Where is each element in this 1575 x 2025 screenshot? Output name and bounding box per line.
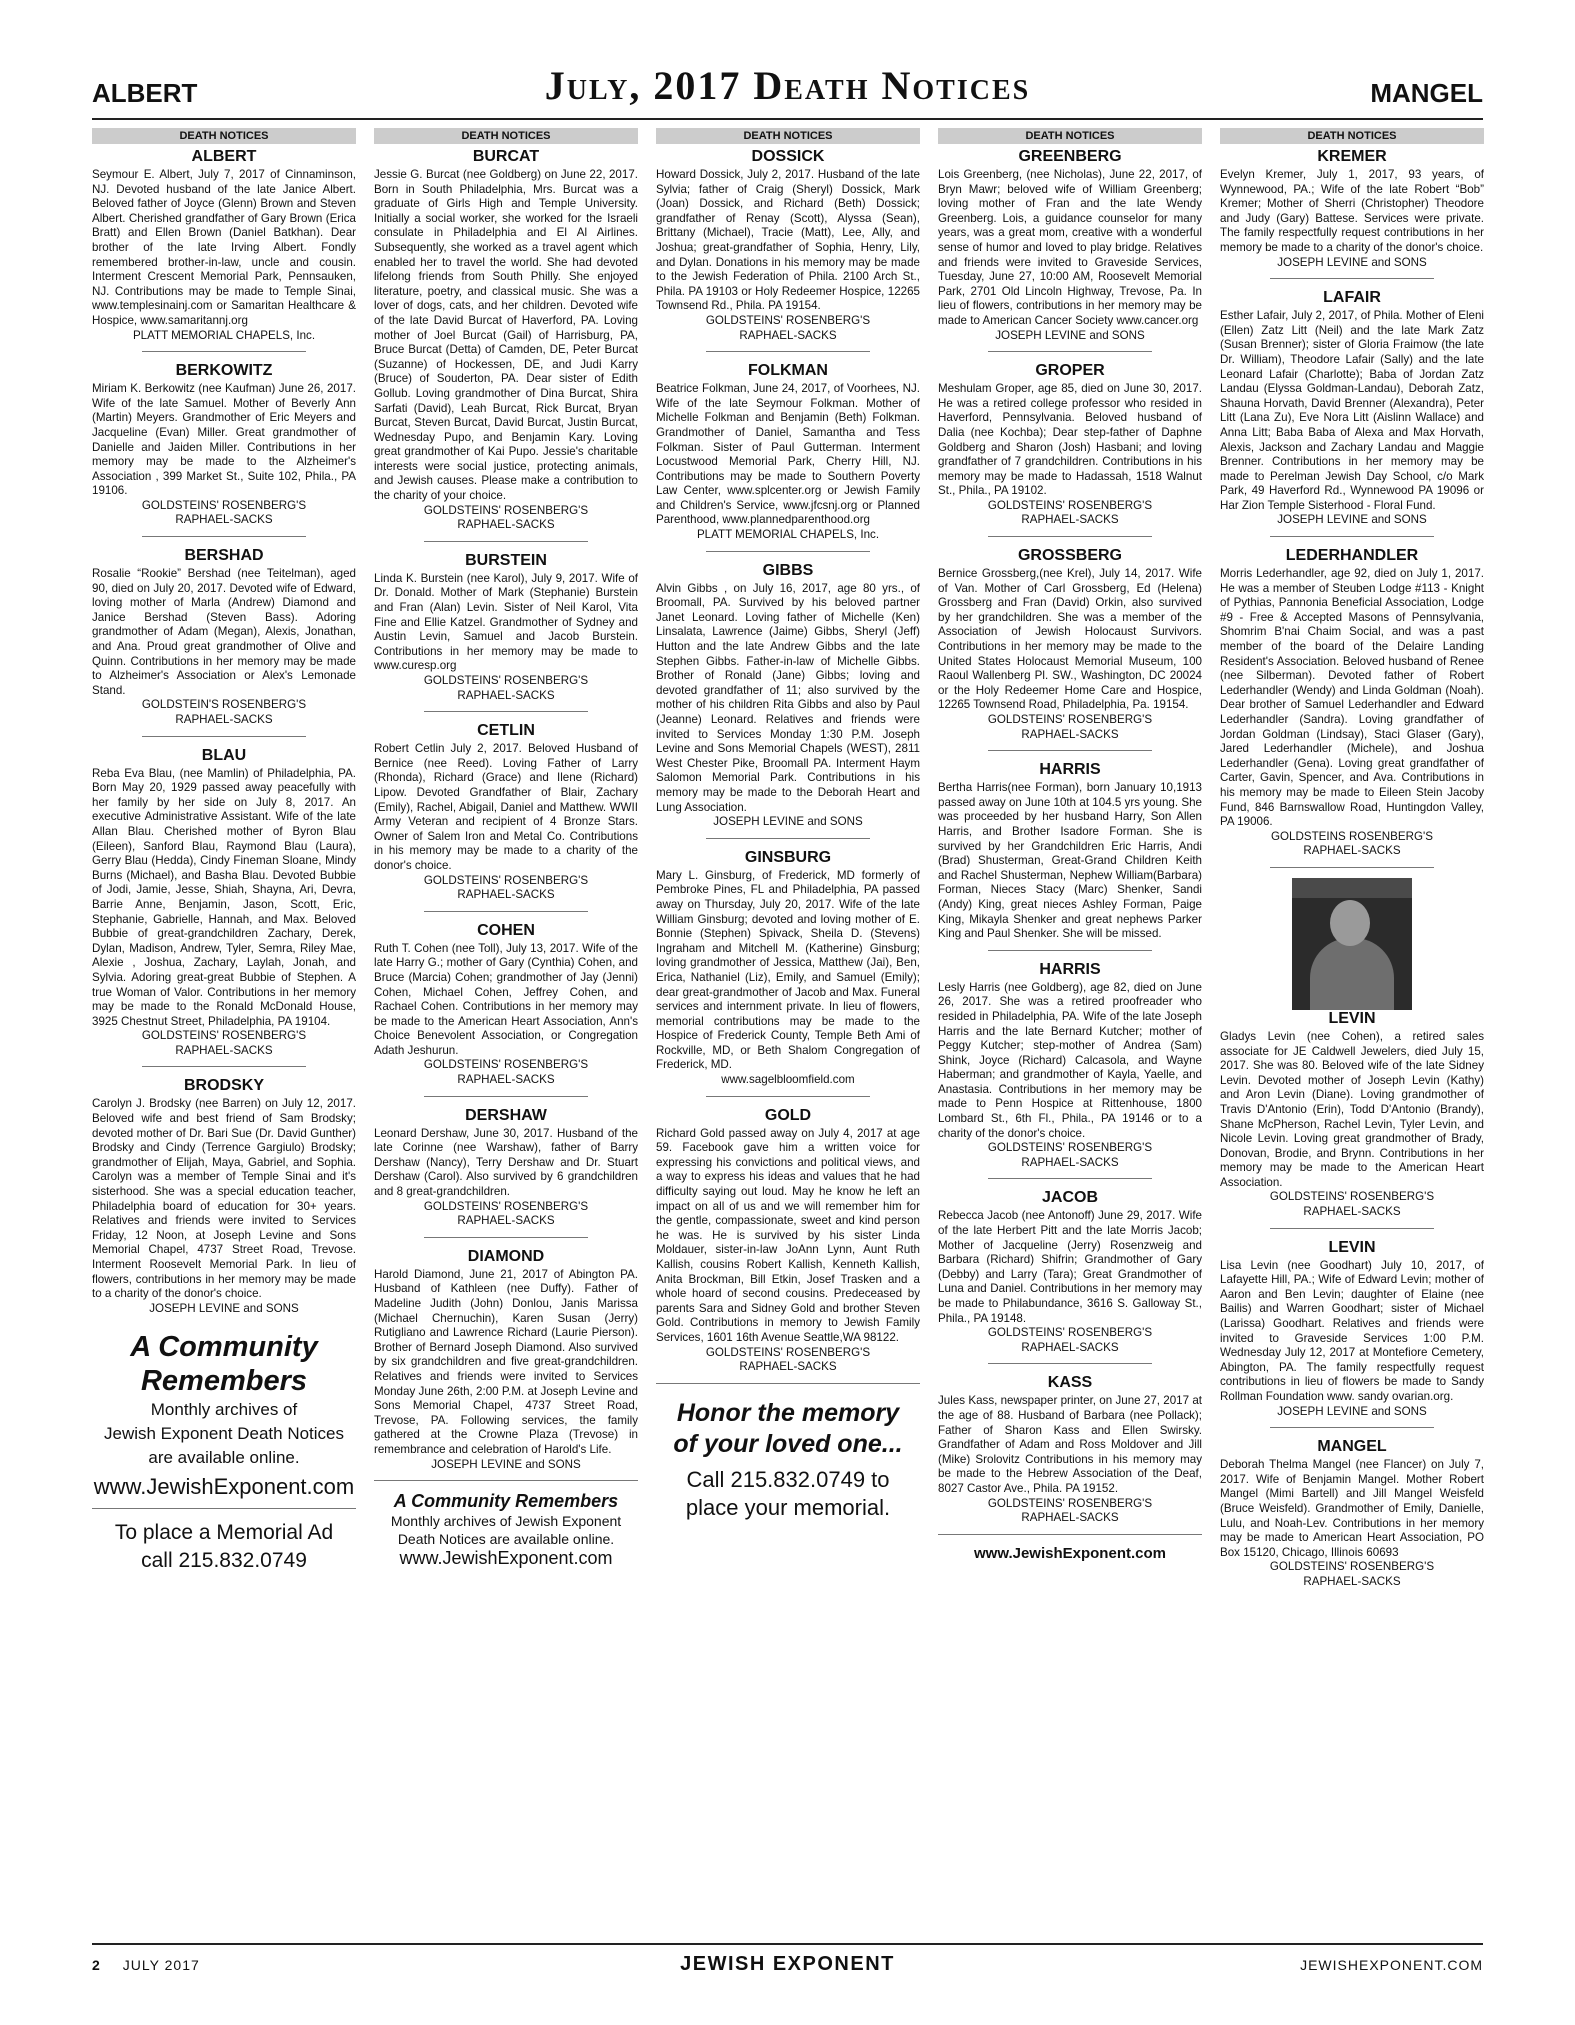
funeral-home: JOSEPH LEVINE and SONS [713,815,863,829]
notice-name: JACOB [1041,1189,1098,1207]
column-1 [92,128,356,1575]
header-left-name: ALBERT [92,78,198,108]
column-heading: DEATH NOTICES [1220,128,1484,144]
funeral-home: JOSEPH LEVINE and SONS [1277,255,1427,269]
community-remembers-promo-small [374,1491,638,1569]
funeral-home-2: RAPHAEL-SACKS [1021,513,1119,527]
notice-body: Carolyn J. Brodsky (nee Barren) on July 12, 2017. Beloved wife and best friend of Sam Brodsky; devoted mother of Dr. Bari Sue (Dr. David Gunther) Brodsky and Cindy (Terrence Gargiulo) Brodsky; grandmother of Elijah, Maya, Gabriel, and Sophia. Carolyn was a member of Temple Sinai and it's sisterhood. She was a special education teacher, Philadelphia board of education for 30+ years. Relatives and friends were invited to Services Friday, 12 Noon, at Joseph Levine and Sons Memorial Chapel, 4737 Street Road, Trevose. Interment Roosevelt Memorial Park. In lieu of flowers, contributions in her memory may be made to a charity of the donor's choice. [92,1097,356,1301]
notice-body: Jules Kass, newspaper printer, on June 27, 2017 at the age of 88. Husband of Barbara (nee Pollack); Father of Sharon Kass and Ellen Swirsky. Grandfather of Adam and Ross Moldover and Jill (Mike) Srolovitz Contributions in his memory may be made to the Hebrew Association of the Deaf, 8027 Castor Ave., Phila. PA 19152. [938,1394,1202,1495]
column-heading: DEATH NOTICES [374,128,638,144]
notice-cohen [374,922,638,1088]
notice-name: LEVIN [1328,1238,1376,1256]
funeral-home: JOSEPH LEVINE and SONS [431,1457,581,1471]
notice-groper [938,362,1202,528]
notice-burstein [374,552,638,703]
notice-name: DOSSICK [751,148,825,165]
notice-body: Alvin Gibbs , on July 16, 2017, age 80 yrs., of Broomall, PA. Survived by his beloved partner Janet Leonard. Loving father of Michelle (Ken) Linsalata, Lawrence (Jaime) Gibbs, Sheryl (Jeff) Hutton and the late Andrew Gibbs and the late Stephen Gibbs. Father-in-law of Michelle Gibbs. Brother of Ronald (Jane) Gibbs; loving and devoted grandfather of 11; also survived by the mother of his children Rita Gibbs and also by Paul (Jeanne) Leonard. Relatives and friends were invited to Services Monday 1:30 P.M. Joseph Levine and Sons Memorial Chapels (WEST), 2811 West Chester Pike, Broomall PA. Interment Haym Salomon Memorial Park. Contributions in his memory may be made to the Deborah Heart and Lung Association. [656,581,920,814]
notice-name: KASS [1047,1374,1093,1392]
funeral-home: JOSEPH LEVINE and SONS [149,1301,299,1315]
notice-name: GROSSBERG [1017,547,1122,565]
column-4 [938,128,1202,1562]
notice-body: Beatrice Folkman, June 24, 2017, of Voorhees, NJ. Wife of the late Seymour Folkman. Mother of Michelle Folkman and Benjamin (Beth) Folkman. Grandmother of Daniel, Samantha and Tess Folkman. Sister of Paul Gutterman. Interment Locustwood Memorial Park, Cherry Hill, NJ. Contributions may be made to Southern Poverty Law Center, www.splcenter.org or Jewish Family and Children's Service, www.jfcsnj.org or Planned Parenthood, www.plannedparenthood.org [656,382,920,527]
funeral-home-2: RAPHAEL-SACKS [1021,1511,1119,1525]
funeral-home: JOSEPH LEVINE and SONS [1277,513,1427,527]
promo-website-link[interactable]: www.JewishExponent.com [93,1474,355,1500]
funeral-home: GOLDSTEINS' ROSENBERG'S [987,498,1153,512]
funeral-home: GOLDSTEINS' ROSENBERG'S [987,1496,1153,1510]
notice-greenberg [938,148,1202,343]
notice-name: BRODSKY [183,1077,264,1095]
notice-body: Lisa Levin (nee Goodhart) July 10, 2017, of Lafayette Hill, PA.; Wife of Edward Levin; mother of Aaron and Ben Levin; daughter of Elaine (nee Bailis) and Warren Goodhart; sister of Michael (Larissa) Goodhart. Relatives and friends were invited to Graveside Services 1:00 P.M. Wednesday July 12, 2017 at Montefiore Cemetery, Abington, PA. The family respectfully request contributions in lieu of flowers be made to Sandy Rollman Foundation www. sandy ovarian.org. [1220,1258,1484,1403]
promo-text-2: Jewish Exponent Death Notices [103,1424,345,1444]
notice-dossick [656,148,920,343]
funeral-home: GOLDSTEINS' ROSENBERG'S [423,873,589,887]
notice-body: Deborah Thelma Mangel (nee Flancer) on July 7, 2017. Wife of Benjamin Mangel. Mother Robert Mangel (Mimi Bartell) and Jill Mangel Weisfeld (Bruce Weisfeld). Grandmother of Emily, Danielle, Lulu, and Noah-Lev. Contributions in her memory may be made to American Heart Association, PO Box 15120, Chicago, Illinois 60693 [1220,1458,1484,1559]
notice-name: LEVIN [1328,1009,1376,1027]
funeral-home-link[interactable]: www.sagelbloomfield.com [721,1073,855,1087]
funeral-home-2: RAPHAEL-SACKS [175,513,273,527]
honor-memory-promo [656,1398,920,1522]
notice-name: GOLD [764,1106,812,1124]
funeral-home-2: RAPHAEL-SACKS [457,888,555,902]
notice-body: Harold Diamond, June 21, 2017 of Abington PA. Husband of Kathleen (nee Duffy). Father of Madeline Judith (John) Donlou, Janis Marissa (Michael Chernuchin), Karen Susan (Jerry) Rutigliano and Lawrence Richard (Laurie Pierson). Brother of Bernard Joseph Diamond. Also survived by six grandchildren and five great-grandchildren. Relatives and friends were invited to Services Monday June 26th, 2:00 P.M. at Joseph Levine and Sons Memorial Chapel, 4737 Street Road, Trevose, PA. Following services, the family gathered at the Crowne Plaza (Trevose) in remembrance and celebration of Harold's Life. [374,1267,638,1456]
divider [424,711,588,712]
notice-burcat [374,148,638,533]
notice-body: Gladys Levin (nee Cohen), a retired sales associate for JE Caldwell Jewelers, died July 15, 2017. She was 80. Beloved wife of the late Sidney Levin. Devoted mother of Joseph Levin (Kathy) and Aron Levin (Diane). Loving grandmother of Travis D'Antonio (Erin), Todd D'Antonio (Brandy), Shane McPherson, Rachel Levin, Tyler Levin, and Nicole Levin. Loving great grandmother of Brady, Donovan, Brodie, and Brynn. Contributions in her memory may be made to the American Heart Association. [1220,1029,1484,1189]
funeral-home-2: RAPHAEL-SACKS [457,1073,555,1087]
notice-folkman [656,362,920,543]
funeral-home: JOSEPH LEVINE and SONS [1277,1404,1427,1418]
funeral-home: GOLDSTEINS' ROSENBERG'S [423,1199,589,1213]
funeral-home: GOLDSTEINS' ROSENBERG'S [423,1058,589,1072]
funeral-home-2: RAPHAEL-SACKS [457,688,555,702]
notice-body: Jessie G. Burcat (nee Goldberg) on June 22, 2017. Born in South Philadelphia, Mrs. Burcat was a graduate of Girls High and Temple University. Initially a social worker, she worked for the Israeli consulate in Philadelphia and El Al Airlines. Subsequently, she worked as a travel agent which enabled her to travel the world. She had devoted lifelong friends from South Philly. She enjoyed literature, poetry, and classical music. She was a lover of dogs, cats, and her children. Devoted wife of the late David Burcat of Haverford, PA. Loving mother of Joel Burcat (Gail) of Harrisburg, PA, Bruce Burcat (Detta) of Camden, DE, Peter Burcat (Suzanne) of Hockessen, DE, and Judi Karry (Bruce) of Souderton, PA. Dear sister of Edith Gollub. Loving grandmother of Dina Burcat, Shira Sarfati (David), Leah Burcat, Rick Burcat, Bryan Burcat, Steven Burcat, David Burcat, Justin Burcat, Wednesday Pupo, and Benjamin Kary. Loving great grandmother of Kai Pupo. Jessie's charitable interests were social justice, protecting animals, and Jewish causes. Please make a contribution to the charity of your choice. [374,168,638,503]
notice-jacob [938,1189,1202,1355]
notice-name: LEDERHANDLER [1285,547,1419,565]
footer-date: JULY 2017 [122,1957,200,1973]
notice-name: BLAU [201,746,247,764]
funeral-home-2: RAPHAEL-SACKS [739,328,837,342]
notice-harris-lesly [938,961,1202,1171]
honor-text-1: Call 215.832.0749 to [686,1466,890,1492]
notice-name: GIBBS [762,561,814,579]
funeral-home: GOLDSTEINS ROSENBERG'S [1271,829,1433,843]
notice-gibbs [656,562,920,830]
funeral-home: GOLDSTEINS' ROSENBERG'S [423,674,589,687]
divider [706,351,870,352]
footer-website[interactable]: JEWISHEXPONENT.COM [1300,1957,1483,1973]
notice-body: Rosalie “Rookie” Bershad (nee Teitelman), aged 90, died on July 20, 2017. Devoted wife of Edward, loving mother of Marla (Andrew) Diamond and Janice Bershad (Steven Bass). Adoring grandmother of Adam (Megan), Alexis, Jonathan, and Ana. Proud great grandmother of Olive and Quinn. Contributions in her memory may be made to Alzheimer's Association or Alex's Lemonade Stand. [92,567,356,697]
notice-body: Morris Lederhandler, age 92, died on July 1, 2017. He was a member of Steuben Lodge #113 - Knight of Pythias, Pannonia Beneficial Association, Lodge #9 - Free & Accepted Masons of Pennsylvania, Shomrim B'nai Chaim Social, and was a past member of the board of the Delaire Landing Resident's Association. Beloved husband of Renee (nee Silberman). Devoted father of Robert Lederhandler (Wendy) and Linda Goldman (Noah). Dear brother of Samuel Lederhandler and Edward Lederhandler (Sandra). Loving grandfather of Jordan Goldman (Lindsay), Staci Glaser (Gary), Jared Lederhandler (Michele), and Joshua Lederhandler (Gena). Loving great grandfather of Carter, Gavin, Spencer, and Ava. Contributions in his memory may be made to Eileen Stein Jacoby Fund, 846 Barnswallow Road, Huntingdon Valley, PA 19006. [1220,567,1484,829]
promo-text-3: are available online. [148,1448,300,1468]
funeral-home: GOLDSTEINS' ROSENBERG'S [141,498,307,512]
divider [706,1096,870,1097]
notice-name: FOLKMAN [748,362,828,380]
notice-dershaw [374,1107,638,1229]
funeral-home-2: RAPHAEL-SACKS [457,1214,555,1228]
divider [656,1383,920,1384]
divider [142,536,306,537]
column-3 [656,128,920,1522]
funeral-home-2: RAPHAEL-SACKS [1021,1340,1119,1354]
page-number: 2 [92,1957,101,1973]
notice-cetlin [374,722,638,903]
funeral-home-2: RAPHAEL-SACKS [175,713,273,726]
column-5 [1220,128,1484,1598]
footer-rule [92,1943,1483,1945]
divider [706,838,870,839]
funeral-home: GOLDSTEIN'S ROSENBERG'S [141,698,307,712]
divider [142,351,306,352]
notice-bershad [92,547,356,728]
notice-body: Rebecca Jacob (nee Antonoff) June 29, 2017. Wife of the late Herbert Pitt and the late Morris Jacob; Mother of Jacqueline (Jerry) Rosenzweig and Barbara (Richard) Shifrin; Grandmother of Gary (Debby) and Larry (Tara); Great Grandmother of Luna and Daniel. Contributions in her memory may be made to Philabundance, 3616 S. Galloway St., Phila., PA 19148. [938,1209,1202,1325]
divider [424,1096,588,1097]
honor-title-2: of your loved one... [673,1429,903,1458]
notice-body: Linda K. Burstein (nee Karol), July 9, 2017. Wife of Dr. Donald. Mother of Mark (Stephanie) Burstein and Fran (Alan) Levin. Sister of Neil Karol, Vita Fine and Ellie Katzel. Grandmother of Sydney and Austin Levin, Samuel and Jacob Burstein. Contributions in her memory may be made to www.curesp.org [374,571,638,673]
publication-name: JEWISH EXPONENT [680,1953,895,1975]
notice-name: LAFAIR [1323,289,1381,307]
notice-body: Esther Lafair, July 2, 2017, of Phila. Mother of Eleni (Ellen) Zatz Litt (Neil) and the late Mark Zatz (Susan Brenner); sister of Gloria Fraimow (the late Dr. William), Theodore Lafair (Sally) and the late Leonard Lafair (Charlotte); Baba of Jordan Zatz Landau (Elyssa Goldman-Landau), Deborah Zatz, Shauna Horvath, David Brenner (Alexandra), Peter Litt (Lana Zu), Eve Nora Litt (Aislinn Wallace) and Anna Litt; Baba Baba of Alexa and Max Horvath, Alexis, Jackson and Zachary Landau and Maggie Brenner. Contributions in her memory may be made to Perelman Jewish Day School, c/o Mark Park, 49 Haverford Rd., Wynnewood PA 19096 or Har Zion Temple Sisterhood - Floral Fund. [1220,309,1484,512]
honor-text-2: place your memorial. [685,1494,891,1520]
notice-blau [92,747,356,1059]
funeral-home-2: RAPHAEL-SACKS [1021,1155,1119,1169]
notice-albert [92,148,356,343]
notice-name: CETLIN [477,722,535,740]
promo-title-line1: A Community [130,1331,318,1364]
notice-kremer [1220,148,1484,270]
notice-body: Robert Cetlin July 2, 2017. Beloved Husband of Bernice (nee Reed). Loving Father of Larry (Rhonda), Richard (Grace) and Ilene (Richard) Lipow. Devoted Grandfather of Blair, Zachary (Emily), Rachel, Abigail, Daniel and Matthew. WWII Army Veteran and recipient of 4 Bronze Stars. Owner of Salem Iron and Metal Co. Contributions in his memory may be made to a charity of the donor's choice. [374,742,638,872]
notice-diamond [374,1248,638,1472]
notice-name: GREENBERG [1018,148,1122,165]
notice-body: Howard Dossick, July 2, 2017. Husband of the late Sylvia; father of Craig (Sheryl) Dossick, Mark (Joan) Dossick, and Richard (Beth) Dossick; grandfather of Renay (Scott), Alyssa (Sean), Brittany (Michael), Tracie (Matt), Lee, Ally, and Joshua; great-grandfather of Sophia, Henry, Lily, and Dylan. Donations in his memory may be made to the Jewish Federation of Phila. 2100 Arch St., Phila. PA 19103 or Holy Redeemer Hospice, 12265 Townsend Rd., Phila. PA 19154. [656,168,920,313]
promo-call-2: call 215.832.0749 [141,1549,307,1573]
funeral-home: GOLDSTEINS' ROSENBERG'S [987,1141,1153,1155]
promo-text-1: Monthly archives of [150,1400,298,1420]
divider [1270,1228,1434,1229]
header-rule [92,118,1483,120]
notice-name: HARRIS [1039,960,1101,978]
divider [424,1237,588,1238]
funeral-home-2: RAPHAEL-SACKS [175,1043,273,1057]
funeral-home: GOLDSTEINS' ROSENBERG'S [1269,1190,1435,1204]
notice-body: Lois Greenberg, (nee Nicholas), June 22, 2017, of Bryn Mawr; beloved wife of William Greenberg; loving mother of Fran and the late Wendy Greenberg. Lois, a guidance counselor for many years, was a great mom, creative with a wonderful sense of humor and loved to play bridge. Relatives and friends were invited to Graveside Services, Tuesday, June 27, 10:00 AM, Roosevelt Memorial Park, 2701 Old Lincoln Highway, Trevose, Pa. In lieu of flowers, contributions in her memory may be made to American Cancer Society www.cancer.org [938,168,1202,327]
notice-body: Bernice Grossberg,(nee Krel), July 14, 2017. Wife of Van. Mother of Carl Grossberg, Ed (Helena) Grossberg and Fran (David) Orkin, also survived by her grandchildren. She was a member of the Association of Jewish Holocaust Survivors. Contributions in her memory may be made to the United States Holocaust Memorial Museum, 100 Raoul Wallenberg Pl. SW., Washington, DC 20024 or the Holy Redeemer Home Care and Hospice, 12265 Townsend Road, Philadelphia, Pa. 19154. [938,567,1202,712]
notice-body: Seymour E. Albert, July 7, 2017 of Cinnaminson, NJ. Devoted husband of the late Janice Albert. Beloved father of Joyce (Glenn) Brown and Steven Albert. Cherished grandfather of Gary Brown (Erica Bratt) and Ellen Brown (Daniel Batkhan). Dear brother of the late Irving Albert. Fondly remembered brother-in-law, uncle and cousin. Interment Crescent Memorial Park, Pennsauken, NJ. Contributions may be made to Temple Sinai, www.templesinainj.com or Samaritan Healthcare & Hospice, www.samaritannj.org [92,168,356,327]
funeral-home: PLATT MEMORIAL CHAPELS, Inc. [696,528,880,542]
promo2-text-2: Death Notices are available online. [397,1531,615,1548]
divider [988,351,1152,352]
notice-mangel [1220,1438,1484,1589]
divider [938,1534,1202,1535]
divider [1270,536,1434,537]
promo-call-1: To place a Memorial Ad [114,1521,334,1545]
funeral-home: PLATT MEMORIAL CHAPELS, Inc. [132,328,316,342]
promo-title-line2: Remembers [140,1365,308,1398]
funeral-home-2: RAPHAEL-SACKS [1021,727,1119,741]
notice-berkowitz [92,362,356,528]
notice-kass [938,1374,1202,1525]
funeral-home: GOLDSTEINS' ROSENBERG'S [141,1029,307,1043]
divider [374,1480,638,1481]
header-right-name: MANGEL [1370,78,1483,108]
notice-grossberg [938,547,1202,742]
notice-body: Meshulam Groper, age 85, died on June 30, 2017. He was a retired college professor who resided in Haverford, Pennsylvania. Beloved husband of Dalia (nee Kochba); Dear step-father of Daphne Goldberg and Sharon (Josh) Hasbani; and loving grandfather of 7 grandchildren. Contributions in his memory may be made to Hadassah, 1518 Walnut St., Phila., PA 19102. [938,382,1202,498]
divider [142,1066,306,1067]
column-heading: DEATH NOTICES [92,128,356,144]
community-remembers-promo [92,1330,356,1575]
notice-body: Leonard Dershaw, June 30, 2017. Husband of the late Corinne (nee Warshaw), father of Barry Dershaw (Nancy), Terry Dershaw and Dr. Stuart Dershaw (Carol). Also survived by 6 grandchildren and 8 great-grandchildren. [374,1126,638,1199]
divider [1270,278,1434,279]
website-link[interactable]: www.JewishExponent.com [974,1544,1166,1562]
notice-body: Ruth T. Cohen (nee Toll), July 13, 2017. Wife of the late Harry G.; mother of Gary (Cynthia) Cohen, and Bruce (Marcia) Cohen; grandmother of Jay (Jenni) Cohen, Michael Cohen, Jeffrey Cohen, and Rachael Cohen. Contributions in her memory may be made to the American Heart Association, Ann's Choice Benevolent Association, or Congregation Adath Jeshurun. [374,941,638,1057]
notice-name: ALBERT [191,148,257,165]
levin-portrait-photo [1292,878,1412,1010]
promo2-website-link[interactable]: www.JewishExponent.com [399,1548,613,1569]
notice-name: GROPER [1035,362,1105,380]
notice-name: GINSBURG [744,848,832,866]
notice-name: KREMER [1317,148,1387,165]
promo2-title: A Community Remembers [393,1491,619,1512]
funeral-home: GOLDSTEINS' ROSENBERG'S [1269,1560,1435,1574]
notice-name: MANGEL [1317,1438,1387,1456]
notice-name: COHEN [477,921,535,939]
notice-body: Richard Gold passed away on July 4, 2017 at age 59. Facebook gave him a written voice for expressing his convictions and political views, and a way to express his ideas and values that he had difficulty saying out loud. May he know he left an impact on all of us and we will remember him for the gentle, compassionate, sweet and kind person he was. He is survived by his sister Linda Moldauer, sister-in-law JoAnn Lynn, Aunt Ruth Kallish, cousins Robert Kallish, Kenneth Kallish, Anita Brockman, Bill Etkin, Josef Trasken and a whole hoard of second cousins. Predeceased by parents Sara and Sidney Gold and brother Steven Gold. Contributions in memory to Jewish Family Services, 1601 16th Avenue Seattle,WA 98122. [656,1126,920,1344]
funeral-home: JOSEPH LEVINE and SONS [995,328,1145,342]
funeral-home: GOLDSTEINS' ROSENBERG'S [423,503,589,517]
funeral-home-2: RAPHAEL-SACKS [1303,1205,1401,1219]
notice-levin-lisa [1220,1239,1484,1420]
divider [988,1178,1152,1179]
notice-name: BURSTEIN [465,551,547,569]
notice-body: Lesly Harris (nee Goldberg), age 82, died on June 26, 2017. She was a retired proofreader who resided in Philadelphia, PA. Wife of the late Joseph Harris and the late Bernard Kutcher; mother of Peggy Kutcher; step-mother of Andrea (Sam) Shink, Joyce (Richard) Calcasola, and Wayne Haberman; and grandmother of Kayla, Yaelle, and Anastasia. Contributions in her memory may be made to Penn Hospice at Rittenhouse, 1800 Lombard St., 6th Fl., Phila., PA 19146 or to a charity of the donor's choice. [938,980,1202,1140]
funeral-home-2: RAPHAEL-SACKS [1303,1574,1401,1588]
divider [424,911,588,912]
notice-harris-bertha [938,761,1202,942]
page-title: July, 2017 Death Notices [544,63,1031,108]
notice-ginsburg [656,849,920,1088]
notice-lafair [1220,289,1484,528]
column-heading: DEATH NOTICES [938,128,1202,144]
notice-lederhandler [1220,547,1484,859]
honor-title-1: Honor the memory [676,1398,900,1427]
funeral-home: GOLDSTEINS' ROSENBERG'S [705,313,871,327]
notice-body: Reba Eva Blau, (nee Mamlin) of Philadelphia, PA. Born May 20, 1929 passed away peacefully with her family by her side on July 8, 2017. An executive Administrative Assistant. Wife of the late Allan Blau. Cherished mother of Byron Blau (Eileen), Sanford Blau, Raymond Blau (Laura), Gerry Blau (Hedda), Cindy Fineman Sloane, Mindy Burns (Michael), and Basha Blau. Devoted Bubbie of Jodi, Jamie, Jesse, Shiah, Shayna, Ari, Devra, Barrie Anne, Benjamin, Jason, Scott, Eric, Stephanie, Gabrielle, Hannah, and Max. Beloved Bubbie of great-grandchildren Zachary, Derek, Dylan, Madison, Andrew, Tyler, Semra, Riley Mae, Alexie , Joshua, Zachary, Laylah, Jonah, and Sylvia. Adoring great-great Bubbie of Stephen. A true Woman of Valor. Contributions in her memory may be made to the Ronald McDonald House, 3925 Chestnut Street, Philadelphia, PA 19104. [92,766,356,1028]
divider [988,750,1152,751]
notice-name: DERSHAW [465,1106,547,1124]
funeral-home-2: RAPHAEL-SACKS [457,518,555,532]
notice-name: BERKOWITZ [175,362,273,380]
funeral-home-2: RAPHAEL-SACKS [1303,844,1401,858]
notice-name: DIAMOND [467,1247,545,1265]
column-heading: DEATH NOTICES [656,128,920,144]
funeral-home: GOLDSTEINS' ROSENBERG'S [987,1326,1153,1340]
divider [424,541,588,542]
notice-name: BURCAT [472,148,540,165]
notice-name: HARRIS [1039,761,1101,779]
divider [988,950,1152,951]
funeral-home: GOLDSTEINS' ROSENBERG'S [705,1345,871,1359]
notice-body: Miriam K. Berkowitz (nee Kaufman) June 26, 2017. Wife of the late Samuel. Mother of Beverly Ann (Martin) Meyers. Grandmother of Eric Meyers and Jacqueline (Evan) Miller. Great grandmother of Danielle and Jaiden Miller. Contributions in her memory may be made to the Alzheimer's Association , 399 Market St., Suite 102, Phila., PA 19106. [92,382,356,498]
divider [1270,1427,1434,1428]
funeral-home-2: RAPHAEL-SACKS [739,1360,837,1374]
notice-gold [656,1107,920,1375]
notice-name: BERSHAD [184,547,264,565]
notice-body: Evelyn Kremer, July 1, 2017, 93 years, of Wynnewood, PA.; Wife of the late Robert “Bob” Kremer; Mother of Sherri (Christopher) Theodore and Judy (Gary) Battese. Services were private. The family respectfully request contributions in her memory be made to a charity of the donor's choice. [1220,168,1484,254]
divider [988,536,1152,537]
funeral-home: GOLDSTEINS' ROSENBERG'S [987,713,1153,726]
notice-brodsky [92,1077,356,1316]
promo2-text-1: Monthly archives of Jewish Exponent [390,1513,622,1530]
divider [1270,867,1434,868]
notice-levin-gladys [1220,1010,1484,1220]
divider [988,1363,1152,1364]
notice-body: Mary L. Ginsburg, of Frederick, MD formerly of Pembroke Pines, FL and Philadelphia, PA passed away on Thursday, July 20, 2017. Wife of the late William Ginsburg; devoted and loving mother of E. Bonnie (Stephen) Spivack, Sheila D. (Stevens) Ingraham and Mitchell M. (Katherine) Ginsburg; loving grandmother of Jessica, Matthew (Jai), Ben, Erica, Nathaniel (Liz), Emily, and Samuel (Emily); dear great-grandmother of Jacob and Max. Funeral services and internment private. In lieu of flowers, memorial contributions may be made to the Hospice of Frederick County, Temple Beth Ami of Rockville, MD, or Beth Shalom Congregation of Frederick, MD. [656,868,920,1072]
divider [92,1508,356,1509]
divider [142,736,306,737]
column-2 [374,128,638,1569]
notice-body: Bertha Harris(nee Forman), born January 10,1913 passed away on June 10th at 104.5 yrs young. She was proceeded by her husband Harry, Son Allen Harris, and Brother Isadore Forman. She is survived by her Grandchildren Eric Harris, Andi (Brad) Shusterman, Great-Grand Children Keith and Rachel Shusterman, Nephew William(Barbara) Forman, Nieces Stacy (Marc) Shenker, Sandi (Andy) King, great nieces Ashley Forman, Paige King, Mikayla Shenker and great nephews Parker King and Paul Shenker. She will be missed. [938,781,1202,941]
divider [706,551,870,552]
